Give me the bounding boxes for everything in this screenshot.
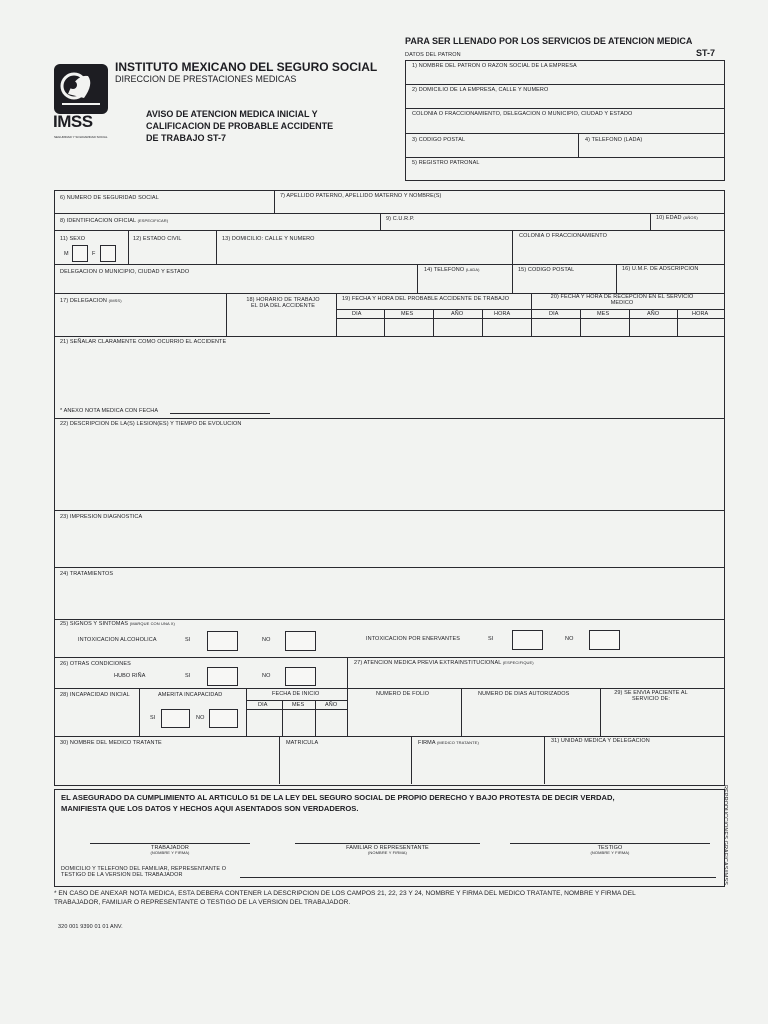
medical-unit-field[interactable]: 31) UNIDAD MEDICA Y DELEGACION xyxy=(551,738,650,744)
employer-name-field[interactable]: 1) NOMBRE DEL PATRON O RAZON SOCIAL DE LA EMPRESA xyxy=(412,63,577,69)
witness-address-label: DOMICILIO Y TELEFONO DEL FAMILIAR, REPRESENTANTE O TESTIGO DE LA VERSION DEL TRABAJADOR xyxy=(61,866,227,879)
alcohol-yes-checkbox[interactable] xyxy=(207,631,238,651)
medical-note-annex: * ANEXO NOTA MEDICA CON FECHA xyxy=(60,408,159,414)
referral-service-field[interactable]: 29) SE ENVIA PACIENTE AL SERVICIO DE: xyxy=(614,690,688,703)
worker-signature-label: TRABAJADOR (NOMBRE Y FIRMA) xyxy=(150,845,190,856)
age-field[interactable]: 10) EDAD (AÑOS) xyxy=(656,215,698,221)
reception-datetime-label: 20) FECHA Y HORA DE RECEPCION EN EL SERVICIO MEDICO xyxy=(550,294,694,307)
footer-note: * EN CASO DE ANEXAR NOTA MEDICA, ESTA DEBERA CONTENER LA DESCRIPCION DE LOS CAMPOS 21, 22, 23 Y 24, NOMBRE Y FIRMA DEL MEDICO TRATANTE, NOMBRE Y FIRMA DEL TRABAJADOR, FAMILIAR O REPRESENTANTE O TESTIGO DE LA VERSION DEL TRABAJADOR. xyxy=(54,890,636,906)
doctor-name-field[interactable]: 30) NOMBRE DEL MEDICO TRATANTE xyxy=(60,740,162,746)
family-signature-label: FAMILIAR O REPRESENTANTE (NOMBRE Y FIRMA) xyxy=(346,845,429,856)
fight-no-checkbox[interactable] xyxy=(285,667,316,686)
prior-care-field[interactable]: 27) ATENCION MEDICA PREVIA EXTRAINSTITUCIONAL (ESPECIFIQUE) xyxy=(354,660,534,666)
employer-colonia-field[interactable]: COLONIA O FRACCIONAMIENTO, DELEGACION O MUNICIPIO, CIUDAD Y ESTADO xyxy=(412,111,633,117)
disability-yes-checkbox[interactable] xyxy=(161,709,190,728)
employer-heading: PARA SER LLENADO POR LOS SERVICIOS DE ATENCION MEDICA xyxy=(405,36,693,46)
eagle-emblem-icon xyxy=(54,64,108,114)
logo-subtitle: SEGURIDAD Y SOLIDARIDAD SOCIAL xyxy=(54,135,108,139)
injury-description-field[interactable]: 22) DESCRIPCION DE LA(S) LESION(ES) Y TIEMPO DE EVOLUCION xyxy=(60,421,242,427)
fight-yes-checkbox[interactable] xyxy=(207,667,238,686)
disability-no-checkbox[interactable] xyxy=(209,709,238,728)
official-id-field[interactable]: 8) IDENTIFICACION OFICIAL (ESPECIFICAR) xyxy=(60,218,169,224)
annex-date-line[interactable] xyxy=(170,413,270,414)
employer-zip-field[interactable]: 3) CODIGO POSTAL xyxy=(412,137,466,143)
worker-address-field[interactable]: 13) DOMICILIO: CALLE Y NUMERO xyxy=(222,236,315,242)
sex-f-checkbox[interactable] xyxy=(100,245,116,262)
employer-registry-field[interactable]: 5) REGISTRO PATRONAL xyxy=(412,160,480,166)
fullname-field[interactable]: 7) APELLIDO PATERNO, APELLIDO MATERNO Y NOMBRE(S) xyxy=(280,193,442,199)
logo-text: IMSS xyxy=(53,112,93,131)
worker-colonia-field[interactable]: COLONIA O FRACCIONAMIENTO xyxy=(519,233,607,239)
start-date-label: FECHA DE INICIO xyxy=(272,691,320,697)
institute-name: INSTITUTO MEXICANO DEL SEGURO SOCIAL xyxy=(115,60,378,74)
drugs-no-checkbox[interactable] xyxy=(589,630,620,650)
delegation-field[interactable]: 17) DELEGACION (IMSS) xyxy=(60,298,122,304)
work-schedule-field[interactable]: 18) HORARIO DE TRABAJO EL DIA DEL ACCIDENTE xyxy=(246,297,320,310)
family-signature-line[interactable] xyxy=(295,843,480,844)
worker-municipality-field[interactable]: DELEGACION O MUNICIPIO, CIUDAD Y ESTADO xyxy=(60,269,190,275)
witness-address-line[interactable] xyxy=(240,877,716,878)
direction-name: DIRECCION DE PRESTACIONES MEDICAS xyxy=(115,74,297,84)
witness-signature-line[interactable] xyxy=(510,843,710,844)
worker-phone-field[interactable]: 14) TELEFONO (LADA) xyxy=(424,267,480,273)
drugs-yes-checkbox[interactable] xyxy=(512,630,543,650)
folio-field[interactable]: NUMERO DE FOLIO xyxy=(376,691,430,697)
form-code: ST-7 xyxy=(696,48,716,58)
sex-m-checkbox[interactable] xyxy=(72,245,88,262)
worker-signature-line[interactable] xyxy=(90,843,250,844)
worker-zip-field[interactable]: 15) CODIGO POSTAL xyxy=(518,267,575,273)
other-conditions-label: 26) OTRAS CONDICIONES xyxy=(60,661,131,667)
sex-label: 11) SEXO xyxy=(60,236,86,242)
employer-subheading: DATOS DEL PATRON xyxy=(405,52,461,58)
ssn-field[interactable]: 6) NUMERO DE SEGURIDAD SOCIAL xyxy=(60,195,159,201)
form-code-footer: 320 001 9390 01 01 ANV. xyxy=(58,924,123,930)
initial-disability-label: 28) INCAPACIDAD INICIAL xyxy=(60,692,130,698)
imss-logo xyxy=(54,64,108,114)
employer-address-field[interactable]: 2) DOMICILIO DE LA EMPRESA, CALLE Y NUMERO xyxy=(412,87,549,93)
alcohol-no-checkbox[interactable] xyxy=(285,631,316,651)
employer-phone-field[interactable]: 4) TELEFONO (LADA) xyxy=(585,137,643,143)
umf-field[interactable]: 16) U.M.F. DE ADSCRIPCION xyxy=(622,266,699,272)
diagnosis-field[interactable]: 23) IMPRESION DIAGNOSTICA xyxy=(60,514,143,520)
doctor-signature-field[interactable]: FIRMA (MEDICO TRATANTE) xyxy=(418,740,479,746)
civil-status-field[interactable]: 12) ESTADO CIVIL xyxy=(133,236,182,242)
authorized-days-field[interactable]: NUMERO DE DIAS AUTORIZADOS xyxy=(478,691,570,697)
symptoms-label: 25) SIGNOS Y SINTOMAS (MARQUE CON UNA X) xyxy=(60,621,175,627)
form-title: AVISO DE ATENCION MEDICA INICIAL Y CALIFICACION DE PROBABLE ACCIDENTE DE TRABAJO ST-7 xyxy=(146,109,334,143)
declaration-text: EL ASEGURADO DA CUMPLIMIENTO AL ARTICULO 51 DE LA LEY DEL SEGURO SOCIAL DE PROPIO DERECHO Y BAJO PROTESTA DE DECIR VERDAD, MANIFIESTA QUE LOS DATOS Y HECHOS AQUI ASENTADOS SON VERDADEROS. xyxy=(61,793,615,813)
accident-datetime-label: 19) FECHA Y HORA DEL PROBABLE ACCIDENTE DE TRABAJO xyxy=(342,296,510,302)
treatment-field[interactable]: 24) TRATAMIENTOS xyxy=(60,571,114,577)
side-print-credit: REPRODUCCIONES GRAFICAS/IMSS xyxy=(722,785,728,885)
accident-description-field[interactable]: 21) SEÑALAR CLARAMENTE COMO OCURRIO EL ACCIDENTE xyxy=(60,339,227,345)
curp-field[interactable]: 9) C.U.R.P. xyxy=(386,216,415,222)
witness-signature-label: TESTIGO (NOMBRE Y FIRMA) xyxy=(590,845,630,856)
doctor-id-field[interactable]: MATRICULA xyxy=(286,740,319,746)
